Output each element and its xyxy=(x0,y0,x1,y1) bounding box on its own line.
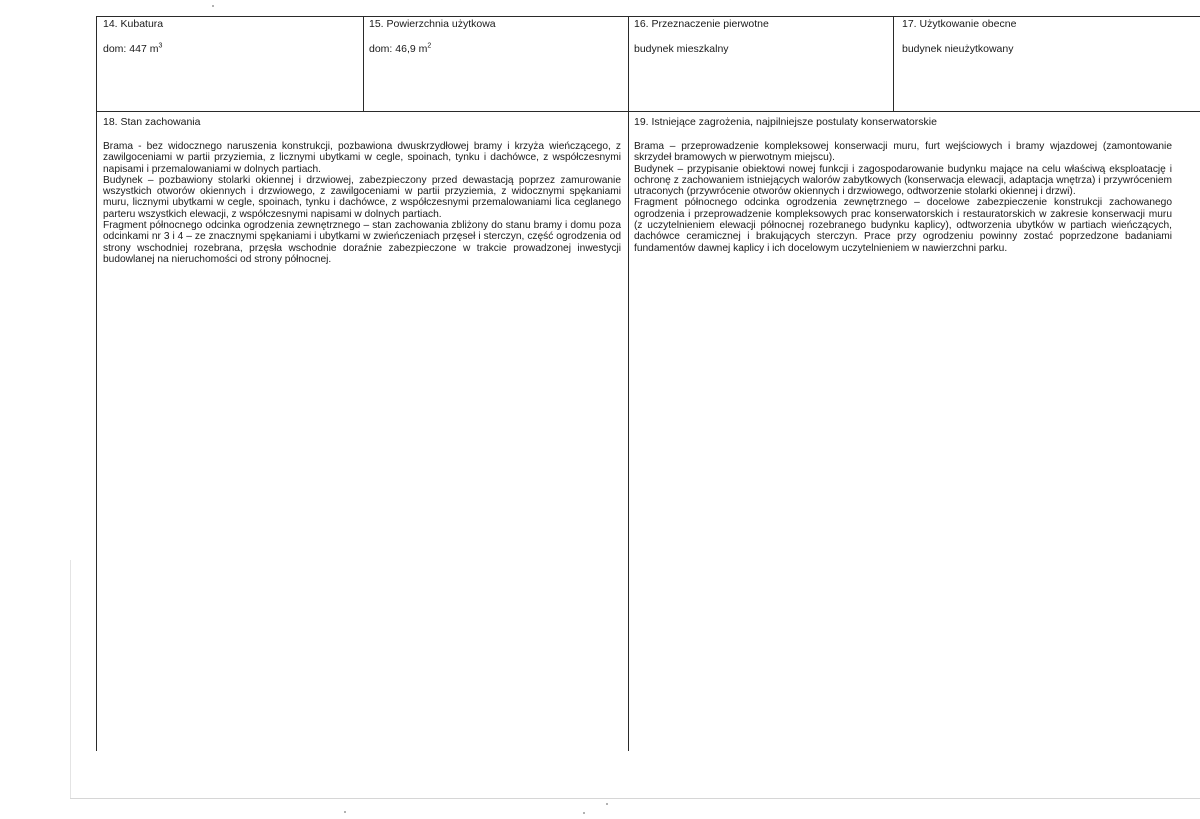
field-15-label: 15. Powierzchnia użytkowa xyxy=(369,18,496,30)
section-18-label: 18. Stan zachowania xyxy=(103,116,201,128)
field-14-value: dom: 447 $m^3$ xyxy=(103,42,163,55)
section-19-label: 19. Istniejące zagrożenia, najpilniejsze postulaty konserwatorskie xyxy=(634,116,937,128)
section-18-paragraph: Fragment północnego odcinka ogrodzenia zewnętrznego – stan zachowania zbliżony do stanu bramy i domu poza odcinkami nr 3 i 4 – ze znacznymi spękaniami i ubytkami w zwieńczeniach przęseł i sterczyn, część ogrodzenia od strony wschodniej rozebrana, przęsła wschodnie doraźnie zabezpieczone w trakcie prowadzonej inwestycji budowlanej na nieruchomości od strony północnej. xyxy=(103,220,621,265)
section-19-paragraph: Brama – przeprowadzenie kompleksowej konserwacji muru, furt wejściowych i bramy wjazdowej (zamontowanie skrzydeł bramowych w pierwotnym miejscu). xyxy=(634,141,1172,164)
field-15-value: dom: 46,9 $m^2$ xyxy=(369,42,432,55)
field-17-value: budynek nieużytkowany xyxy=(902,43,1014,55)
section-19-paragraph: Budynek – przypisanie obiektowi nowej funkcji i zagospodarowanie budynku mające na celu właściwą eksploatację i ochronę z zachowaniem istniejących walorów zabytkowych (konserwacja elewacji, adaptacja wnętrza) i przywróceniem utraconych (przywrócenie otworów okiennych i drzwiowego, odtworzenie stolarki okiennej i drzwi). xyxy=(634,163,1172,198)
field-16-label: 16. Przeznaczenie pierwotne xyxy=(634,18,769,30)
table-left-border xyxy=(96,16,97,751)
field-14-label: 14. Kubatura xyxy=(103,18,164,30)
page-left-edge xyxy=(70,560,71,798)
table-top-border xyxy=(96,16,1200,17)
field-17-label: 17. Użytkowanie obecne xyxy=(902,18,1017,30)
column-divider-center xyxy=(628,16,629,751)
column-divider-3 xyxy=(893,16,894,112)
column-divider-1 xyxy=(363,16,364,112)
page-bottom-edge xyxy=(70,798,1200,799)
section-18-paragraph: Budynek – pozbawiony stolarki okiennej i drzwiowej, zabezpieczony przed dewastacją poprzez zamurowanie wszystkich otworów okiennych i drzwiowego, z zawilgoceniami w partii przyziemia, z widocznymi spękaniami muru, licznymi ubytkami w cegle, spoinach, tynku i dachówce, z współczesnymi przemalowaniami lica ceglanego parteru wszystkich elewacji, z współczesnymi napisami w dolnych partiach. xyxy=(103,174,621,220)
section-18-paragraph: Brama - bez widocznego naruszenia konstrukcji, pozbawiona dwuskrzydłowej bramy i krzyża wieńczącego, z zawilgoceniami w partii przyziemia, z licznymi ubytkami w cegle, spoinach, tynku i dachówce, z współczesnymi napisami i przemalowaniami w dolnych partiach. xyxy=(103,141,621,175)
row-divider xyxy=(96,111,1200,112)
section-18-text xyxy=(103,141,621,265)
section-19-text xyxy=(634,141,1172,254)
section-19-paragraph: Fragment północnego odcinka ogrodzenia zewnętrznego – docelowe zabezpieczenie konstrukcji zachowanego ogrodzenia i przeprowadzenie kompleksowych prac konserwatorskich i restauratorskich w zakresie konserwacji muru (z uczytelnieniem elewacji północnej rozebranego budynku kaplicy), odtworzenia ubytków w partiach wieńczących, dachówce ceramicznej i brakujących sterczyn. Prace przy ogrodzeniu powinny zostać poprzedzone badaniami fundamentów dawnej kaplicy i ich docelowym uczytelnieniem w nawierzchni parku. xyxy=(634,197,1172,254)
scan-speck xyxy=(344,811,346,813)
scan-speck xyxy=(583,812,585,814)
scan-speck xyxy=(606,803,608,805)
field-16-value: budynek mieszkalny xyxy=(634,43,729,55)
scan-speck xyxy=(212,5,214,7)
